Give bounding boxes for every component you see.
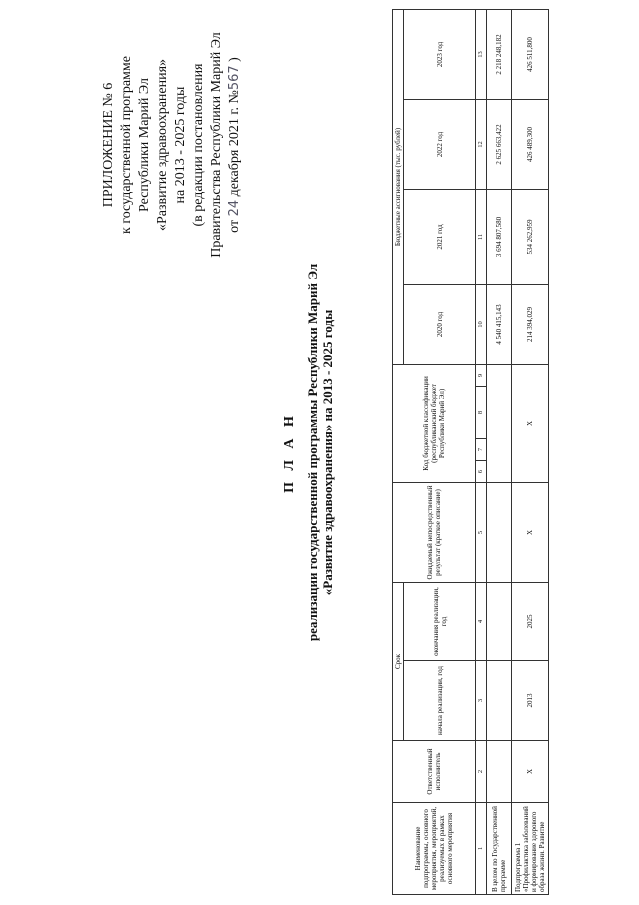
date-text: декабря 2021 г. № [227, 90, 242, 197]
row-value-2021: 3 694 807,580 [487, 189, 512, 284]
appendix-line: Правительства Республики Марий Эл [209, 32, 224, 258]
col-number: 9 [476, 364, 487, 386]
appendix-line: к государственной программе [119, 56, 134, 234]
row-result [487, 482, 512, 582]
col-number: 8 [476, 386, 487, 438]
row-value-2022: 2 625 663,422 [487, 99, 512, 189]
appendix-line: ПРИЛОЖЕНИЕ № 6 [101, 82, 116, 208]
row-executor: X [512, 741, 549, 803]
row-start: 2013 [512, 661, 549, 741]
decree-number: 567 [227, 65, 242, 91]
date-suffix: ) [227, 57, 242, 62]
row-value-2021: 534 262,959 [512, 189, 549, 284]
subtitle-line: реализации государственной программы Республики Марий Эл [305, 263, 320, 642]
date-prefix: от [227, 219, 242, 233]
row-value-2022: 426 489,300 [512, 99, 549, 189]
row-end [487, 582, 512, 660]
header-name: Наименование подпрограммы, основного мероприятия, мероприятий, реализуемых в рамках основного мероприятия [393, 803, 476, 895]
header-executor: Ответственный исполнитель [393, 741, 476, 803]
header-year: 2022 год [404, 99, 476, 189]
col-number: 12 [476, 99, 487, 189]
row-value-2020: 214 394,029 [512, 284, 549, 364]
row-value-2023: 426 511,800 [512, 9, 549, 99]
row-start [487, 661, 512, 741]
header-term-end: окончания реализации, год [404, 582, 476, 660]
table-row [512, 9, 549, 894]
row-name: В целом по Государственной программе [487, 803, 512, 895]
row-result: X [512, 482, 549, 582]
row-value-2023: 2 218 248,182 [487, 9, 512, 99]
page-title: П Л А Н [282, 412, 297, 493]
col-number: 1 [476, 803, 487, 895]
header-year: 2023 год [404, 9, 476, 99]
table-row [487, 9, 512, 894]
appendix-line: «Развитие здравоохранения» [155, 58, 170, 232]
appendix-line: (в редакции постановления [191, 63, 206, 227]
column-number-row [476, 9, 487, 894]
header-budget-alloc: Бюджетные ассигнования (тыс. рублей) [393, 9, 404, 364]
col-number: 6 [476, 460, 487, 482]
row-executor [487, 741, 512, 803]
header-year: 2020 год [404, 284, 476, 364]
header-result: Ожидаемый непосредственный результат (краткое описание) [393, 482, 476, 582]
subtitle-line: «Развитие здравоохранения» на 2013 - 2025 годы [320, 309, 335, 596]
row-name: Подпрограмма 1 «Профилактика заболеваний и формирование здорового образа жизни. Развитие [512, 803, 549, 895]
header-year: 2021 год [404, 189, 476, 284]
row-code [487, 364, 512, 482]
col-number: 3 [476, 661, 487, 741]
col-number: 5 [476, 482, 487, 582]
row-code: X [512, 364, 549, 482]
col-number: 11 [476, 189, 487, 284]
row-value-2020: 4 540 415,143 [487, 284, 512, 364]
col-number: 13 [476, 9, 487, 99]
col-number: 10 [476, 284, 487, 364]
header-term: Срок [393, 582, 404, 740]
header-budget-code: Код бюджетной классификации (республиканский бюджет Республики Марий Эл) [393, 364, 476, 482]
col-number: 7 [476, 438, 487, 460]
page-subtitle [305, 0, 335, 905]
col-number: 4 [476, 582, 487, 660]
appendix-date-line [226, 15, 244, 275]
header-term-start: начала реализации, год [404, 661, 476, 741]
appendix-block [100, 15, 244, 275]
appendix-line: на 2013 - 2025 годы [173, 86, 188, 204]
plan-table [392, 9, 549, 895]
appendix-line: Республики Марий Эл [137, 78, 152, 212]
date-day: 24 [227, 199, 242, 217]
col-number: 2 [476, 741, 487, 803]
row-end: 2025 [512, 582, 549, 660]
